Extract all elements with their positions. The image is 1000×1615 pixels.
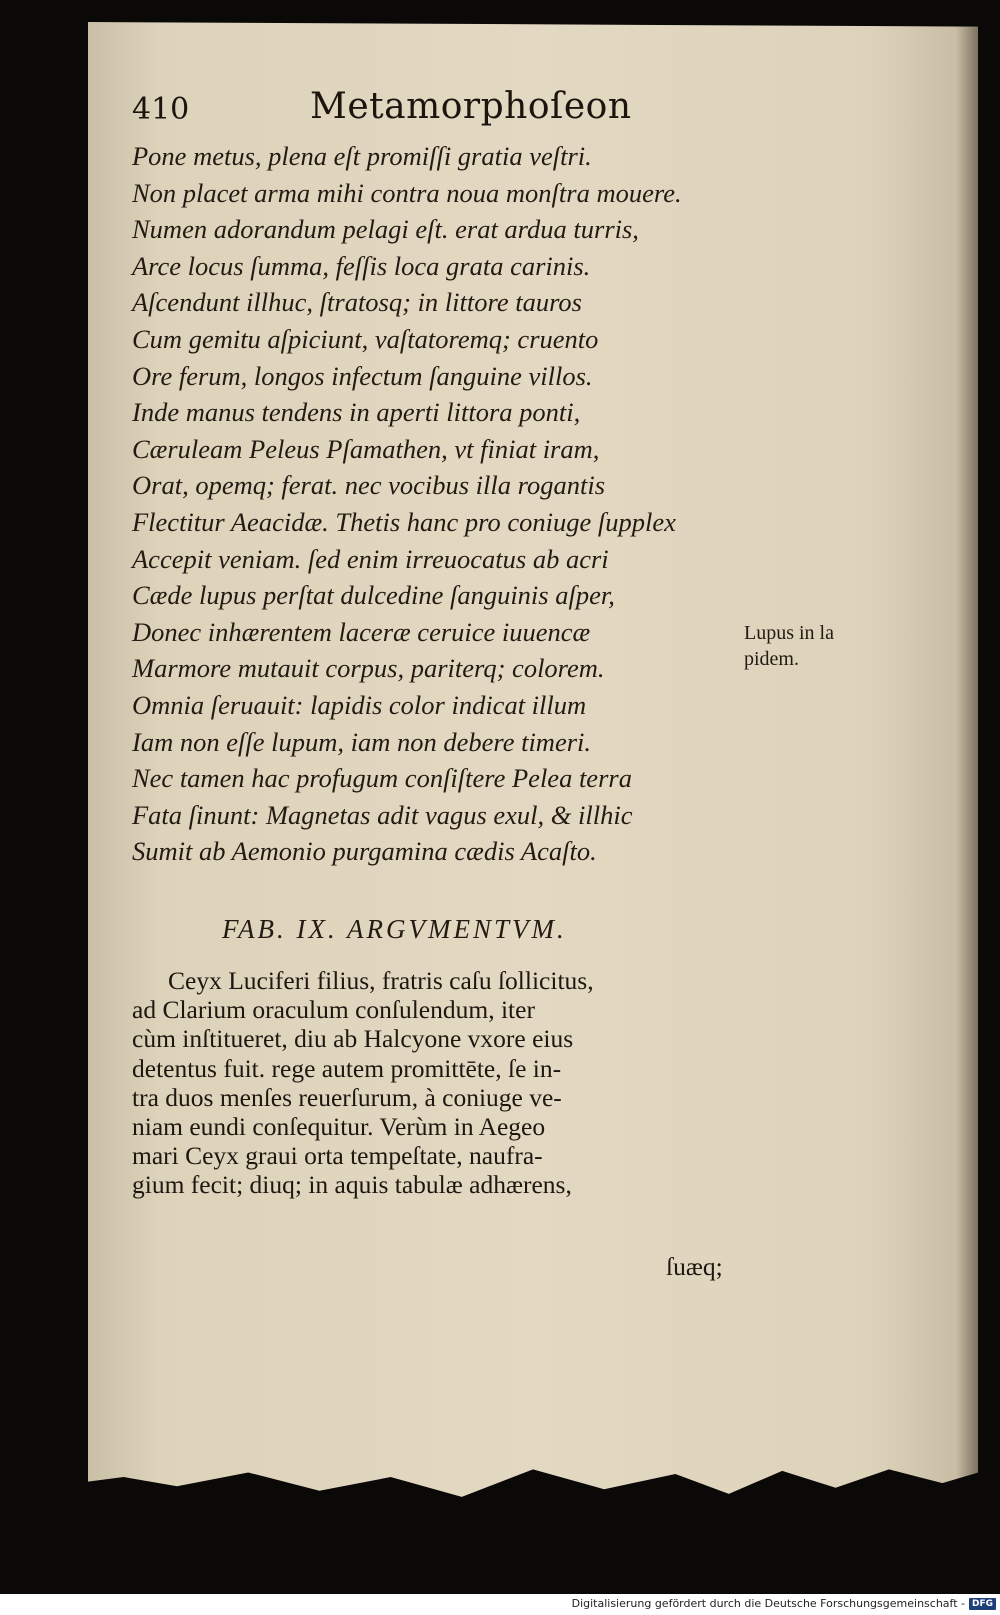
verse-line: Iam non eſſe lupum, iam non debere timeri.	[132, 726, 592, 757]
marginal-note-line: pidem.	[744, 648, 799, 670]
page-edge-shadow	[956, 22, 978, 1552]
verse-line: Cum gemitu aſpiciunt, vaſtatoremq; cruento	[132, 323, 599, 354]
footer-credit	[572, 1597, 996, 1610]
verse-line: Cæruleam Peleus Pſamathen, vt finiat iram,	[132, 433, 600, 464]
verse-line: Sumit ab Aemonio purgamina cædis Acaſto.	[132, 836, 597, 867]
page-header	[132, 86, 692, 136]
verse-line: Aſcendunt illhuc, ſtratosq; in littore tauros	[132, 287, 582, 318]
verse-line: Pone metus, plena eſt promiſſi gratia veſtri.	[132, 141, 592, 171]
verse-line: Omnia ſeruauit: lapidis color indicat illum	[132, 689, 587, 720]
verse-line: Donec inhærentem laceræ ceruice iuuencæ	[132, 616, 591, 647]
verse-line: Ore ferum, longos infectum ſanguine villos.	[132, 360, 593, 391]
verse-line: Numen adorandum pelagi eſt. erat ardua turris,	[132, 214, 639, 245]
verse-line: Accepit veniam. ſed enim irreuocatus ab acri	[132, 543, 609, 574]
digitization-footer	[0, 1594, 1000, 1615]
verse-line: Fata ſinunt: Magnetas adit vagus exul, & illhic	[132, 799, 633, 830]
prose-line: gium fecit; diuq; in aquis tabulæ adhærens,	[132, 1170, 572, 1200]
verse-line: Non placet arma mihi contra noua monſtra mouere.	[132, 177, 682, 208]
verse-line: Orat, opemq; ferat. nec vocibus illa rogantis	[132, 470, 606, 501]
prose-line: Ceyx Luciferi filius, fratris caſu ſollicitus,	[168, 966, 594, 995]
verse-line: Flectitur Aeacidæ. Thetis hanc pro coniuge ſupplex	[132, 506, 676, 537]
verse-line: Arce locus ſumma, feſſis loca grata carinis.	[132, 250, 591, 281]
prose-line: ad Clarium oraculum conſulendum, iter	[132, 995, 535, 1025]
verse-block	[132, 138, 752, 870]
prose-line: tra duos menſes reuerſurum, à coniuge ve-	[132, 1082, 562, 1112]
verse-line: Marmore mutauit corpus, pariterq; colorem.	[132, 653, 605, 684]
marginal-note-line: Lupus in la	[744, 622, 834, 644]
catchword: ſuæq;	[666, 1252, 723, 1281]
prose-line: cùm inſtitueret, diu ab Halcyone vxore eius	[132, 1024, 574, 1054]
argument-paragraph	[132, 966, 752, 1200]
page-number: 410	[132, 92, 190, 127]
footer-credit-text: Digitalisierung gefördert durch die Deutsche Forschungsgemeinschaft -	[571, 1597, 965, 1610]
dfg-logo-icon: DFG	[969, 1598, 996, 1610]
running-title: Metamorphoſeon	[310, 86, 632, 127]
prose-line: mari Ceyx graui orta tempeſtate, naufra-	[132, 1141, 543, 1171]
prose-line: detentus fuit. rege autem promittēte, ſe in-	[132, 1053, 562, 1083]
marginal-note	[744, 620, 884, 672]
prose-line: niam eundi conſequitur. Verùm in Aegeo	[132, 1111, 546, 1141]
verse-line: Cæde lupus perſtat dulcedine ſanguinis aſper,	[132, 580, 615, 611]
verse-line: Inde manus tendens in aperti littora ponti,	[132, 397, 581, 428]
section-heading: FAB. IX. ARGVMENTVM.	[222, 914, 567, 944]
verse-line: Nec tamen hac profugum conſiſtere Pelea terra	[132, 763, 632, 794]
